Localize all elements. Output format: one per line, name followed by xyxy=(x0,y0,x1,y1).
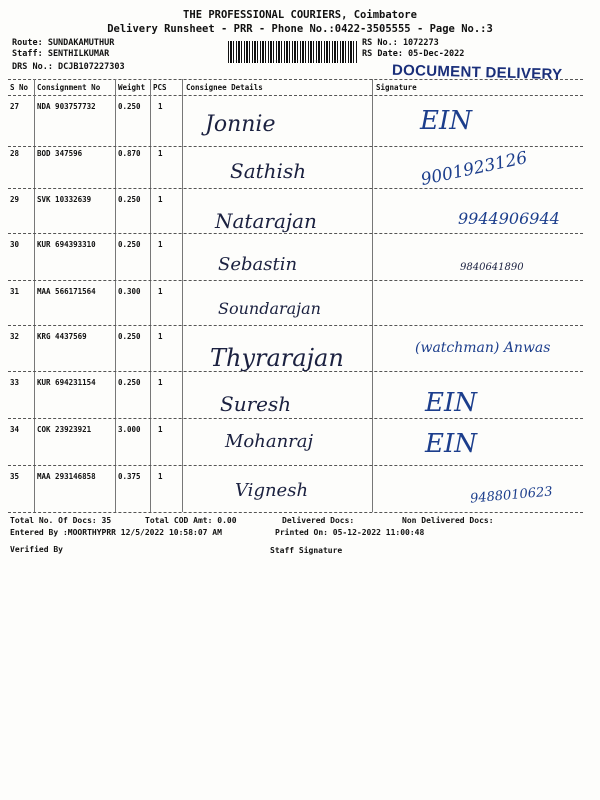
consignee-handwriting: Natarajan xyxy=(215,209,317,233)
barcode xyxy=(228,41,358,63)
table-row xyxy=(0,96,600,147)
table-row xyxy=(0,372,600,423)
total-cod: Total COD Amt: 0.00 xyxy=(145,516,237,525)
row-weight: 0.250 xyxy=(118,332,141,341)
route: Route: SUNDAKAMUTHUR xyxy=(12,38,115,48)
row-pcs: 1 xyxy=(158,332,163,341)
consignee-handwriting: Sebastin xyxy=(218,254,298,275)
signature-handwriting: 9001923126 xyxy=(419,147,530,191)
staff-signature: Staff Signature xyxy=(270,546,343,555)
staff: Staff: SENTHILKUMAR xyxy=(12,49,110,59)
row-pcs: 1 xyxy=(158,425,163,434)
row-sno: 34 xyxy=(10,425,20,434)
non-delivered-docs: Non Delivered Docs: xyxy=(402,516,494,525)
row-sno: 31 xyxy=(10,287,20,296)
row-weight: 0.375 xyxy=(118,472,141,481)
col-sno: S No xyxy=(10,83,29,92)
consignee-handwriting: Thyrarajan xyxy=(210,344,344,372)
rs-number: RS No.: 1072273 xyxy=(362,38,439,48)
signature-handwriting: (watchman) Anwas xyxy=(415,340,551,356)
table-row xyxy=(0,466,600,517)
row-weight: 0.300 xyxy=(118,287,141,296)
signature-handwriting: 9944906944 xyxy=(458,209,560,228)
drs-number: DRS No.: DCJB107227303 xyxy=(12,62,125,72)
row-weight: 3.000 xyxy=(118,425,141,434)
col-pcs: PCS xyxy=(153,83,167,92)
table-row xyxy=(0,143,600,194)
row-pcs: 1 xyxy=(158,287,163,296)
row-weight: 0.250 xyxy=(118,378,141,387)
consignee-handwriting: Vignesh xyxy=(235,480,309,501)
table-row xyxy=(0,234,600,285)
row-consignment: KRG 4437569 xyxy=(37,332,87,341)
row-weight: 0.250 xyxy=(118,102,141,111)
table-row xyxy=(0,281,600,332)
printed-on: Printed On: 05-12-2022 11:00:48 xyxy=(275,528,425,537)
row-sno: 33 xyxy=(10,378,20,387)
row-consignment: KUR 694231154 xyxy=(37,378,96,387)
delivered-docs: Delivered Docs: xyxy=(282,516,355,525)
row-consignment: COK 23923921 xyxy=(37,425,92,434)
signature-handwriting: 9488010623 xyxy=(469,484,554,507)
table-row xyxy=(0,419,600,470)
entered-by: Entered By :MOORTHYPRR 12/5/2022 10:58:07 AM xyxy=(10,528,222,537)
row-pcs: 1 xyxy=(158,472,163,481)
signature-handwriting: EIN xyxy=(425,429,477,459)
document-delivery-stamp: DOCUMENT DELIVERY xyxy=(391,61,563,84)
table-bottom-rule xyxy=(8,512,583,513)
row-sno: 27 xyxy=(10,102,20,111)
table-row xyxy=(0,326,600,377)
row-consignment: NDA 903757732 xyxy=(37,102,96,111)
row-sno: 35 xyxy=(10,472,20,481)
row-consignment: SVK 10332639 xyxy=(37,195,92,204)
table-top-rule xyxy=(8,79,583,80)
row-sno: 30 xyxy=(10,240,20,249)
row-consignment: MAA 293146858 xyxy=(37,472,96,481)
row-weight: 0.870 xyxy=(118,149,141,158)
runsheet-subtitle: Delivery Runsheet - PRR - Phone No.:0422-3505555 - Page No.:3 xyxy=(107,23,493,35)
col-signature: Signature xyxy=(376,83,417,92)
consignee-handwriting: Jonnie xyxy=(205,112,276,137)
consignee-handwriting: Suresh xyxy=(220,392,292,416)
total-docs: Total No. Of Docs: 35 xyxy=(10,516,112,525)
consignee-handwriting: Soundarajan xyxy=(218,299,321,318)
row-weight: 0.250 xyxy=(118,195,141,204)
row-consignment: KUR 694393310 xyxy=(37,240,96,249)
row-sno: 28 xyxy=(10,149,20,158)
consignee-handwriting: Sathish xyxy=(230,159,307,183)
table-row xyxy=(0,189,600,240)
company-title: THE PROFESSIONAL COURIERS, Coimbatore xyxy=(183,9,417,21)
rs-date: RS Date: 05-Dec-2022 xyxy=(362,49,465,59)
signature-handwriting: 9840641890 xyxy=(460,262,524,273)
verified-by: Verified By xyxy=(10,545,63,554)
row-consignment: BOD 347596 xyxy=(37,149,83,158)
row-pcs: 1 xyxy=(158,240,163,249)
row-sno: 29 xyxy=(10,195,20,204)
consignee-handwriting: Mohanraj xyxy=(225,431,314,452)
col-consignee: Consignee Details xyxy=(186,83,263,92)
row-pcs: 1 xyxy=(158,102,163,111)
row-pcs: 1 xyxy=(158,149,163,158)
row-consignment: MAA 566171564 xyxy=(37,287,96,296)
col-weight: Weight xyxy=(118,83,146,92)
row-pcs: 1 xyxy=(158,195,163,204)
signature-handwriting: EIN xyxy=(425,388,477,418)
row-weight: 0.250 xyxy=(118,240,141,249)
col-consignment: Consignment No xyxy=(37,83,101,92)
row-sno: 32 xyxy=(10,332,20,341)
row-pcs: 1 xyxy=(158,378,163,387)
signature-handwriting: EIN xyxy=(420,106,472,136)
